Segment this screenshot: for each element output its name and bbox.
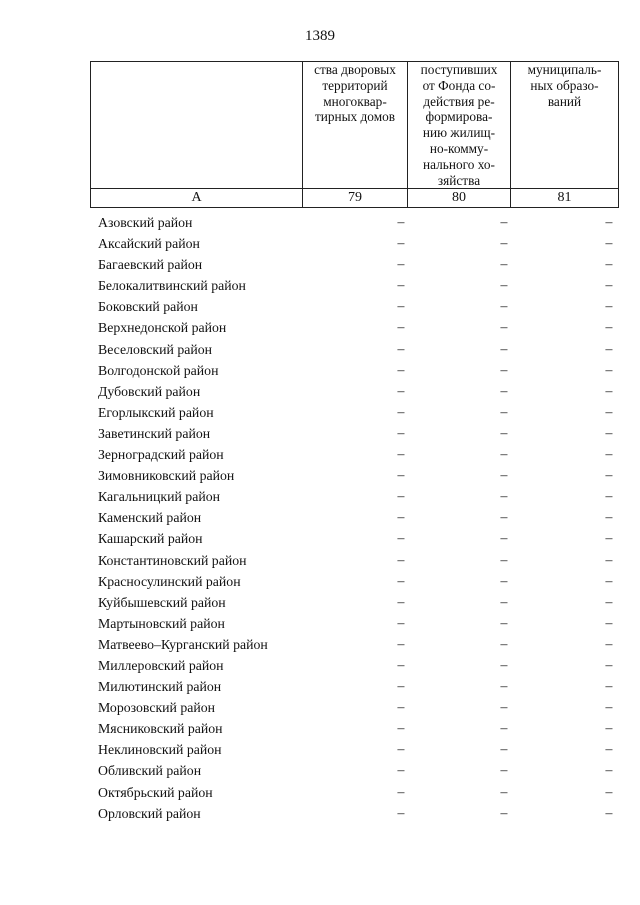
table-row [90, 403, 620, 424]
value-cell-81: – [605, 635, 613, 651]
value-cell-80: – [500, 593, 508, 609]
header-col80-line: нию жилищ- [422, 125, 496, 141]
district-name: Белокалитвинский район [98, 278, 246, 294]
district-name: Волгодонской район [98, 362, 219, 378]
value-cell-81: – [605, 214, 613, 229]
value-cell-81: – [605, 319, 613, 335]
value-cell-80: – [500, 509, 508, 525]
header-cell-col81 [511, 62, 619, 189]
value-cell-81: – [605, 572, 613, 588]
value-cell-79: – [397, 593, 405, 609]
district-name: Зимовниковский район [98, 468, 235, 484]
value-cell-81: – [605, 424, 613, 440]
value-cell-80: – [500, 277, 508, 293]
header-cell-col79 [303, 62, 408, 189]
district-name: Заветинский район [98, 425, 211, 441]
value-cell-81: – [605, 699, 613, 715]
value-cell-80: – [500, 214, 508, 229]
value-cell-81: – [605, 467, 613, 483]
table-row [90, 361, 620, 382]
value-cell-81: – [605, 656, 613, 672]
column-number-80: 80 [408, 189, 511, 208]
district-name: Боковский район [98, 299, 198, 315]
table-row [90, 529, 620, 550]
value-cell-79: – [397, 804, 405, 820]
value-cell-81: – [605, 783, 613, 799]
value-cell-81: – [605, 256, 613, 272]
value-cell-79: – [397, 572, 405, 588]
district-name: Мясниковский район [98, 721, 223, 737]
value-cell-81: – [605, 277, 613, 293]
district-name: Аксайский район [98, 236, 200, 252]
district-name: Красносулинский район [98, 573, 241, 589]
table-row [90, 487, 620, 508]
value-cell-80: – [500, 235, 508, 251]
value-cell-81: – [605, 382, 613, 398]
value-cell-79: – [397, 382, 405, 398]
table-row [90, 297, 620, 318]
value-cell-79: – [397, 614, 405, 630]
value-cell-81: – [605, 741, 613, 757]
value-cell-80: – [500, 720, 508, 736]
table-row [90, 318, 620, 339]
table-row [90, 804, 620, 825]
table-row [90, 466, 620, 487]
value-cell-79: – [397, 678, 405, 694]
value-cell-81: – [605, 509, 613, 525]
table-row [90, 508, 620, 529]
table-row [90, 572, 620, 593]
table-row [90, 234, 620, 255]
value-cell-79: – [397, 720, 405, 736]
column-number-81: 81 [511, 189, 619, 208]
value-cell-80: – [500, 678, 508, 694]
table-row [90, 740, 620, 761]
value-cell-80: – [500, 361, 508, 377]
table-header [90, 61, 619, 208]
value-cell-79: – [397, 256, 405, 272]
value-cell-79: – [397, 235, 405, 251]
table-body [90, 213, 620, 825]
value-cell-79: – [397, 530, 405, 546]
value-cell-80: – [500, 572, 508, 588]
value-cell-79: – [397, 783, 405, 799]
table-row [90, 677, 620, 698]
district-name: Миллеровский район [98, 657, 224, 673]
value-cell-81: – [605, 720, 613, 736]
table-row [90, 276, 620, 297]
value-cell-81: – [605, 235, 613, 251]
value-cell-80: – [500, 424, 508, 440]
district-name: Октябрьский район [98, 784, 213, 800]
value-cell-80: – [500, 403, 508, 419]
district-name: Дубовский район [98, 383, 201, 399]
value-cell-80: – [500, 804, 508, 820]
district-name: Милютинский район [98, 679, 222, 695]
value-cell-81: – [605, 403, 613, 419]
district-name: Каменский район [98, 510, 202, 526]
value-cell-79: – [397, 277, 405, 293]
value-cell-79: – [397, 488, 405, 504]
table-row [90, 614, 620, 635]
district-name: Мартыновский район [98, 615, 225, 631]
value-cell-79: – [397, 361, 405, 377]
header-col80-line: но-комму- [429, 140, 489, 156]
district-name: Орловский район [98, 805, 201, 821]
table-row [90, 593, 620, 614]
header-col81-line: ваний [547, 93, 582, 109]
district-name: Веселовский район [98, 341, 213, 357]
table-row [90, 635, 620, 656]
table-row [90, 255, 620, 276]
value-cell-79: – [397, 551, 405, 567]
table-row [90, 340, 620, 361]
value-cell-80: – [500, 340, 508, 356]
value-cell-81: – [605, 488, 613, 504]
district-name: Кагальницкий район [98, 489, 220, 505]
district-name: Обливский район [98, 763, 202, 779]
header-col79-line: многоквар- [323, 93, 387, 109]
value-cell-81: – [605, 298, 613, 314]
value-cell-79: – [397, 467, 405, 483]
column-number-79: 79 [303, 189, 408, 208]
value-cell-80: – [500, 614, 508, 630]
district-name: Багаевский район [98, 257, 203, 273]
value-cell-81: – [605, 614, 613, 630]
column-number-a: А [91, 189, 303, 208]
table-row [90, 445, 620, 466]
value-cell-80: – [500, 551, 508, 567]
table-row [90, 424, 620, 445]
value-cell-81: – [605, 530, 613, 546]
district-name: Матвеево–Курганский район [98, 636, 268, 652]
header-col80-line: нального хо- [423, 156, 495, 172]
district-name: Куйбышевский район [98, 594, 226, 610]
value-cell-80: – [500, 656, 508, 672]
table-row [90, 783, 620, 804]
value-cell-79: – [397, 509, 405, 525]
header-col79-line: территорий [322, 77, 388, 93]
table-row [90, 382, 620, 403]
header-col80-line: поступивших [420, 62, 498, 77]
value-cell-81: – [605, 678, 613, 694]
table-row [90, 656, 620, 677]
value-cell-80: – [500, 530, 508, 546]
table-row [90, 551, 620, 572]
header-col80-line: зяйства [437, 172, 481, 188]
value-cell-80: – [500, 256, 508, 272]
header-cell-name [91, 62, 303, 189]
value-cell-81: – [605, 361, 613, 377]
value-cell-80: – [500, 783, 508, 799]
value-cell-81: – [605, 551, 613, 567]
value-cell-79: – [397, 741, 405, 757]
value-cell-80: – [500, 741, 508, 757]
value-cell-81: – [605, 762, 613, 778]
value-cell-81: – [605, 804, 613, 820]
value-cell-81: – [605, 593, 613, 609]
value-cell-79: – [397, 424, 405, 440]
value-cell-79: – [397, 403, 405, 419]
district-name: Азовский район [98, 215, 193, 230]
table-row [90, 213, 620, 234]
district-name: Морозовский район [98, 700, 216, 716]
value-cell-79: – [397, 635, 405, 651]
value-cell-80: – [500, 319, 508, 335]
value-cell-79: – [397, 319, 405, 335]
district-name: Неклиновский район [98, 742, 222, 758]
header-col80-line: действия ре- [423, 93, 495, 109]
value-cell-79: – [397, 214, 405, 229]
district-name: Зерноградский район [98, 447, 224, 463]
value-cell-79: – [397, 762, 405, 778]
value-cell-80: – [500, 762, 508, 778]
page-number: 1389 [305, 28, 335, 44]
district-name: Верхнедонской район [98, 320, 227, 336]
table-row [90, 698, 620, 719]
value-cell-79: – [397, 446, 405, 462]
header-cell-col80 [408, 62, 511, 189]
value-cell-81: – [605, 340, 613, 356]
header-col80-line: формирова- [425, 109, 493, 125]
header-col81-line: муниципаль- [527, 62, 602, 77]
value-cell-80: – [500, 382, 508, 398]
value-cell-80: – [500, 467, 508, 483]
value-cell-80: – [500, 446, 508, 462]
value-cell-80: – [500, 635, 508, 651]
value-cell-79: – [397, 656, 405, 672]
header-col81-line: ных образо- [530, 77, 599, 93]
header-col80-line: от Фонда со- [422, 77, 496, 93]
value-cell-80: – [500, 298, 508, 314]
value-cell-80: – [500, 699, 508, 715]
table-row [90, 719, 620, 740]
district-name: Константиновский район [98, 552, 247, 568]
table-row [90, 761, 620, 782]
value-cell-80: – [500, 488, 508, 504]
value-cell-81: – [605, 446, 613, 462]
header-col79-line: тирных домов [314, 109, 396, 125]
value-cell-79: – [397, 699, 405, 715]
district-name: Кашарский район [98, 531, 203, 547]
header-col79-line: ства дворовых [314, 62, 396, 77]
value-cell-79: – [397, 298, 405, 314]
value-cell-79: – [397, 340, 405, 356]
district-name: Егорлыкский район [98, 404, 214, 420]
